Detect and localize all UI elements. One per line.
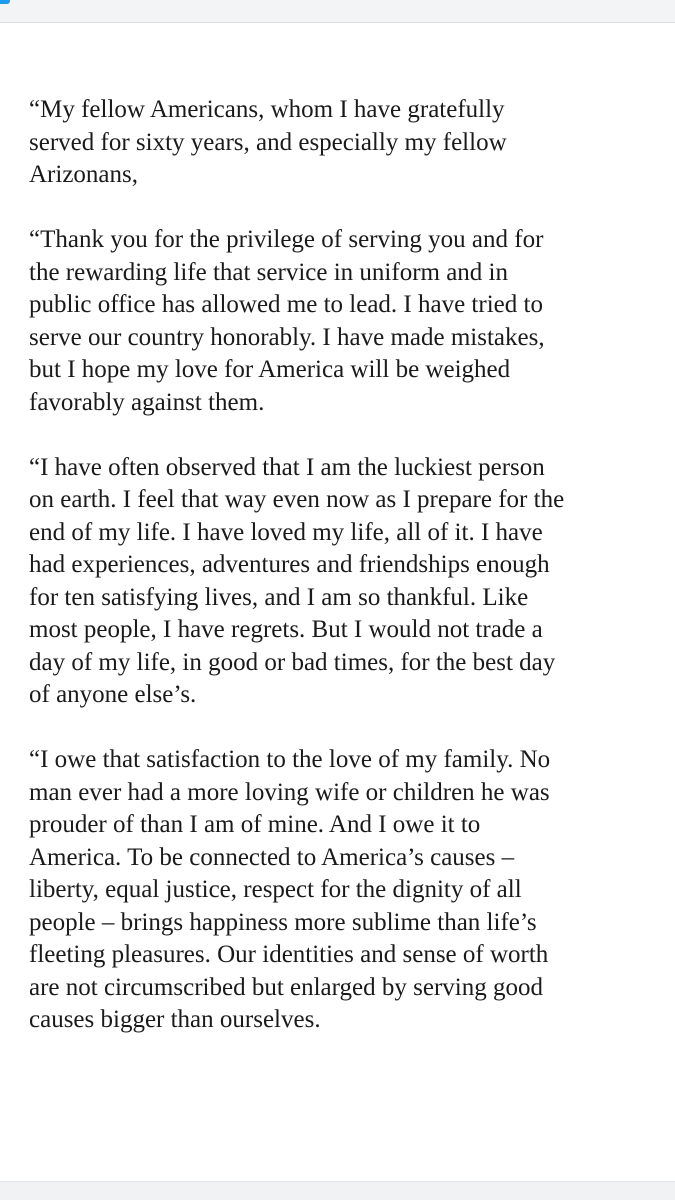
text-line: served for sixty years, and especially my fellow [29,128,507,156]
text-line: day of my life, in good or bad times, for the best day [29,648,556,676]
text-line: “My fellow Americans, whom I have gratefully [29,96,505,123]
text-line: of anyone else’s. [29,681,197,708]
text-line: end of my life. I have loved my life, all of it. I have [29,518,543,546]
top-toolbar [0,0,675,23]
text-line: serve our country honorably. I have made mistakes, [29,323,545,351]
paragraph-luckiest-person [29,452,665,712]
text-line: on earth. I feel that way even now as I prepare for the [29,486,565,513]
text-line: causes bigger than ourselves. [29,1006,321,1033]
text-line: for ten satisfying lives, and I am so thankful. Like [29,583,529,611]
paragraph-family-and-america [29,744,665,1037]
text-line: most people, I have regrets. But I would not trade a [29,616,543,643]
bottom-toolbar [0,1181,675,1200]
top-accent-mark [0,0,10,4]
paragraph-thank-you [29,224,665,419]
text-line: America. To be connected to America’s causes – [29,843,515,871]
text-line: public office has allowed me to lead. I have tried to [29,291,543,318]
text-line: “I have often observed that I am the luckiest person [29,453,545,481]
paragraph-greeting [29,94,665,192]
text-line: but I hope my love for America will be weighed [29,356,511,383]
text-line: man ever had a more loving wife or children he was [29,778,550,806]
text-line: “I owe that satisfaction to the love of my family. No [29,746,551,773]
text-line: people – brings happiness more sublime than life’s [29,908,537,936]
text-line: the rewarding life that service in uniform and in [29,258,509,286]
text-line: “Thank you for the privilege of serving you and for [29,226,544,253]
text-line: prouder of than I am of mine. And I owe it to [29,811,481,838]
text-line: liberty, equal justice, respect for the dignity of all [29,876,522,903]
text-line: favorably against them. [29,388,265,416]
text-line: Arizonans, [29,161,138,188]
text-line: fleeting pleasures. Our identities and sense of worth [29,941,549,968]
statement-document [0,22,675,1181]
text-line: had experiences, adventures and friendships enough [29,551,550,578]
text-line: are not circumscribed but enlarged by serving good [29,973,543,1001]
